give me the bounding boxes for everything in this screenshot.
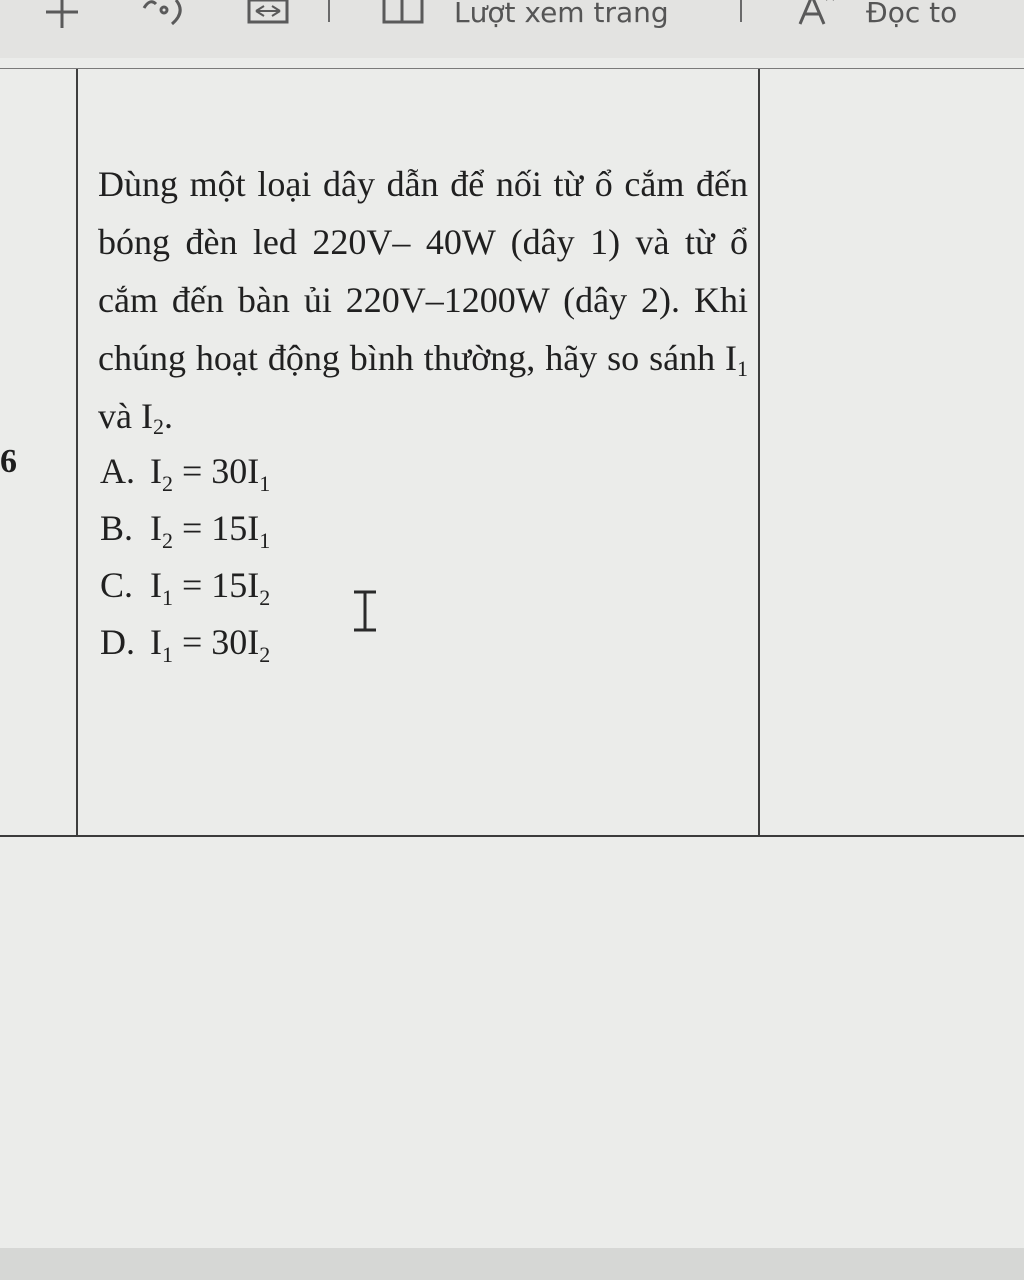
question-number: 6: [0, 443, 17, 480]
option-b[interactable]: B. $I_2 = 15I_1$: [100, 508, 271, 554]
read-aloud-label: Đọc to: [866, 0, 958, 29]
viewer-toolbar: [0, 0, 1024, 59]
add-button[interactable]: [44, 0, 80, 32]
table-column-divider: [76, 69, 78, 835]
toolbar-divider: [328, 0, 330, 22]
draw-button[interactable]: [140, 0, 188, 32]
page-view-icon: [380, 0, 428, 30]
read-aloud-button[interactable]: [796, 0, 957, 32]
option-c[interactable]: C. $I_1 = 15I_2$: [100, 565, 271, 611]
page-bottom-edge: [0, 1248, 1024, 1280]
document-page: [0, 58, 1024, 1280]
question-text: Dùng một loại dây dẫn để nối từ ổ cắm đến bóng đèn led 220V– 40W (dây 1) và từ ổ cắm đến bàn ủi 220V–1200W (dây 2). Khi chúng hoạt động bình thường, hãy so sánh $I_1$ và $I_2$.: [98, 164, 748, 439]
fit-width-icon: [246, 0, 290, 30]
question-table: [0, 68, 1024, 837]
answer-options: [100, 443, 270, 671]
fit-width-button[interactable]: [246, 0, 290, 32]
touch-draw-icon: [140, 0, 188, 30]
page-view-button[interactable]: [380, 0, 669, 32]
read-aloud-icon: [796, 0, 836, 30]
table-column-divider: [758, 69, 760, 835]
text-cursor-icon: [350, 589, 380, 638]
option-a[interactable]: A. $I_2 = 30I_1$: [100, 451, 271, 497]
plus-icon: [44, 0, 80, 30]
option-d[interactable]: D. $I_1 = 30I_2$: [100, 622, 271, 668]
page-view-label: Lượt xem trang: [454, 0, 669, 29]
toolbar-divider: [740, 0, 742, 22]
